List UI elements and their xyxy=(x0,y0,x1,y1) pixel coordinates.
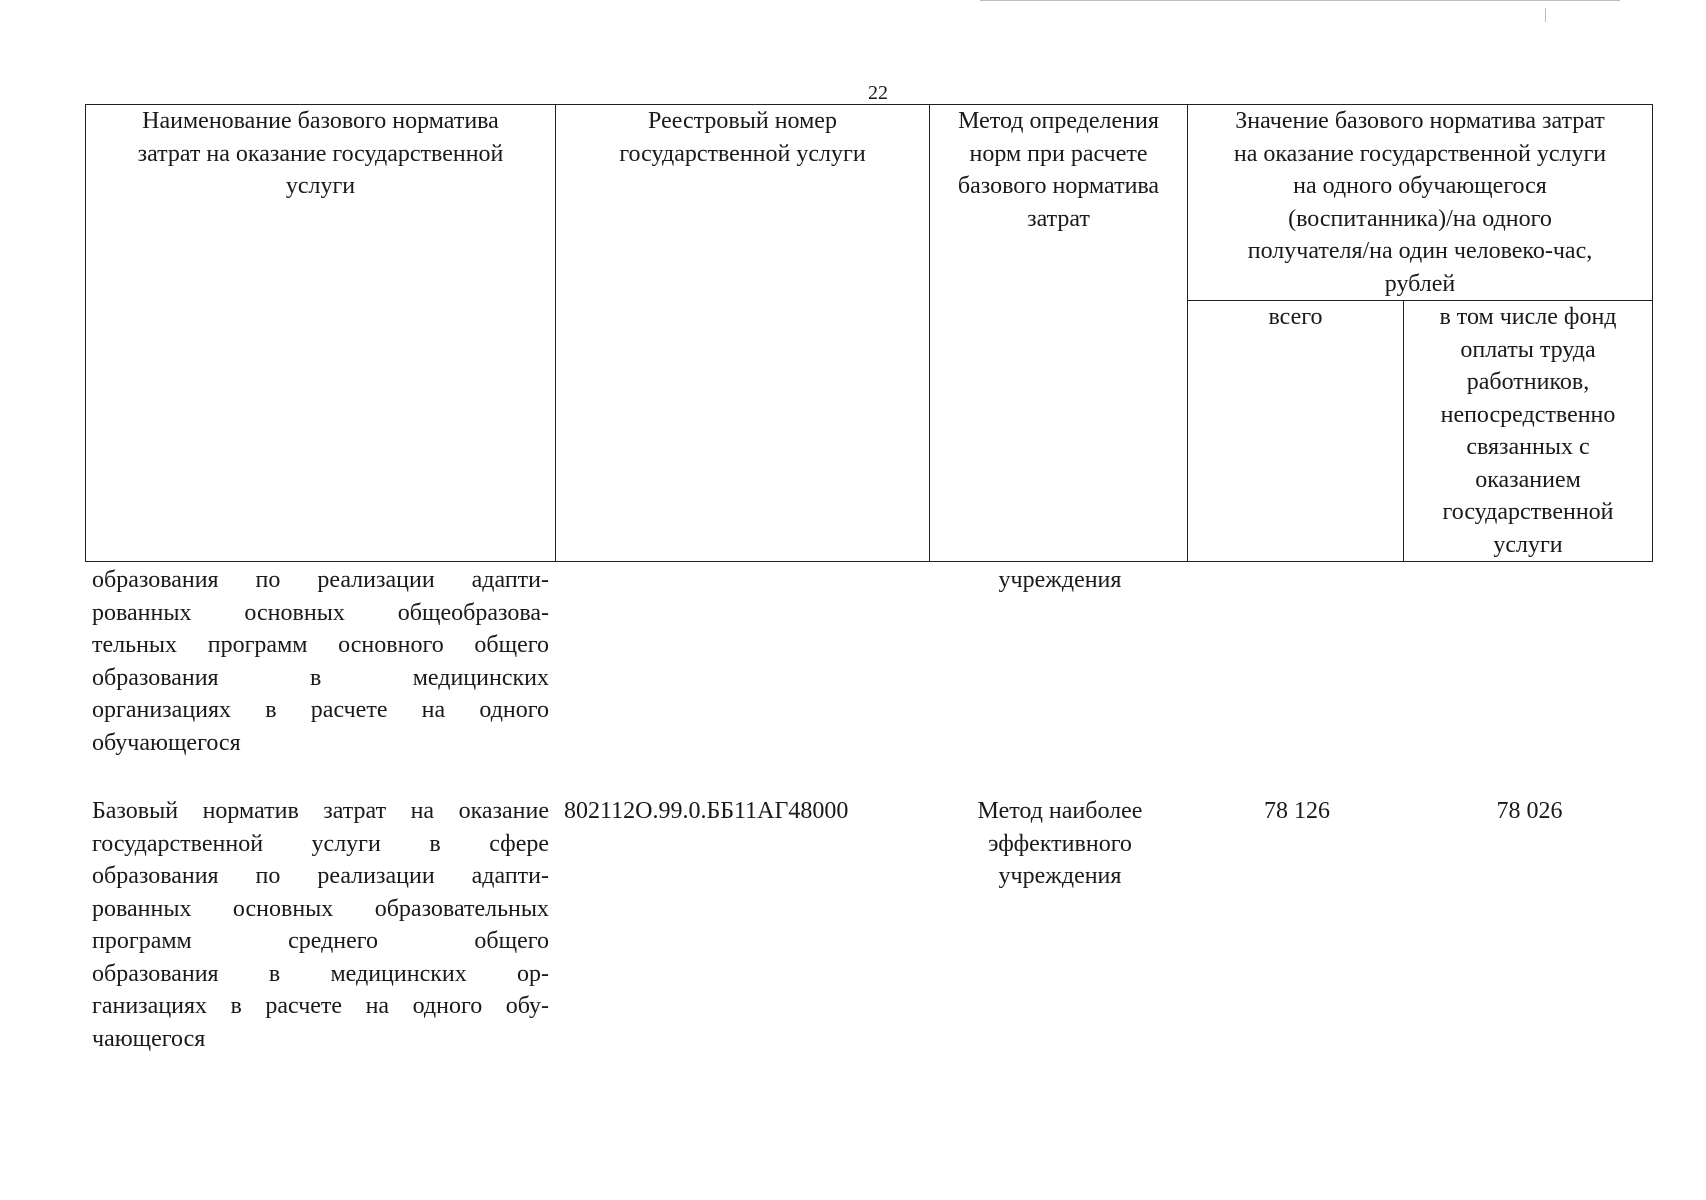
header-line: оказанием xyxy=(1475,466,1581,493)
text-line: рованных основных общеобразова- xyxy=(92,599,549,626)
text-line: образования в медицинских ор- xyxy=(92,960,549,987)
scan-artifact-line xyxy=(1545,8,1546,22)
row-2-payroll: 78 026 xyxy=(1496,798,1563,824)
header-line: оплаты труда xyxy=(1460,336,1596,363)
row-1-method xyxy=(935,564,1185,597)
row-2-norm-name xyxy=(92,795,549,1055)
header-norm-value xyxy=(1188,105,1653,301)
row-1-norm-name xyxy=(92,564,549,759)
text-line: учреждения xyxy=(998,567,1122,593)
header-line: Реестровый номер xyxy=(648,108,837,134)
text-line: образования по реализации адапти- xyxy=(92,863,549,889)
header-line: норм при расчете xyxy=(969,140,1148,167)
text-line: обучающегося xyxy=(92,729,241,756)
header-total xyxy=(1188,301,1404,562)
row-2-method xyxy=(935,795,1185,893)
header-line: получателя/на один человеко-час, xyxy=(1247,238,1593,264)
header-registry-number xyxy=(556,105,930,562)
header-line: всего xyxy=(1268,304,1323,330)
page-number: 22 xyxy=(868,82,888,104)
header-line: услуги xyxy=(1493,531,1563,558)
header-line: услуги xyxy=(285,173,356,199)
row-2-registry-number: 802112О.99.0.ББ11АГ48000 xyxy=(564,798,849,824)
scan-artifact-line xyxy=(980,0,1620,1)
header-line: государственной xyxy=(1442,499,1614,525)
text-line: государственной услуги в сфере xyxy=(92,830,549,857)
header-line: (воспитанника)/на одного xyxy=(1288,205,1552,232)
header-method xyxy=(930,105,1188,562)
header-line: Наименование базового норматива xyxy=(142,108,499,134)
header-line: рублей xyxy=(1384,270,1456,297)
text-line: Метод наиболее xyxy=(977,798,1143,824)
header-line: в том числе фонд xyxy=(1439,304,1617,330)
text-line: эффективного xyxy=(988,830,1132,857)
header-line: государственной услуги xyxy=(619,140,866,167)
text-line: Базовый норматив затрат на оказание xyxy=(92,798,549,824)
header-line: работников, xyxy=(1466,369,1590,395)
header-line: затрат на оказание государственной xyxy=(137,140,504,167)
header-line: непосредственно xyxy=(1440,401,1616,428)
text-line: чающегося xyxy=(92,1025,206,1052)
header-line: Значение базового норматива затрат xyxy=(1235,108,1605,134)
header-line: базового норматива xyxy=(957,173,1160,199)
header-norm-name xyxy=(86,105,556,562)
text-line: организациях в расчете на одного xyxy=(92,697,549,723)
row-2-total: 78 126 xyxy=(1264,798,1330,824)
text-line: программ среднего общего xyxy=(92,928,549,954)
header-line: связанных с xyxy=(1466,434,1590,460)
header-line: на одного обучающегося xyxy=(1293,173,1547,199)
header-line: на оказание государственной услуги xyxy=(1233,140,1607,167)
text-line: тельных программ основного общего xyxy=(92,632,549,658)
text-line: образования по реализации адапти- xyxy=(92,567,549,593)
header-line: Метод определения xyxy=(958,108,1159,134)
header-line: затрат xyxy=(1027,205,1090,232)
text-line: рованных основных образовательных xyxy=(92,895,549,922)
text-line: ганизациях в расчете на одного обу- xyxy=(92,993,549,1019)
text-line: образования в медицинских xyxy=(92,664,549,691)
header-payroll-fund xyxy=(1404,301,1653,562)
text-line: учреждения xyxy=(998,863,1122,889)
cost-norm-table-header xyxy=(85,104,1653,562)
